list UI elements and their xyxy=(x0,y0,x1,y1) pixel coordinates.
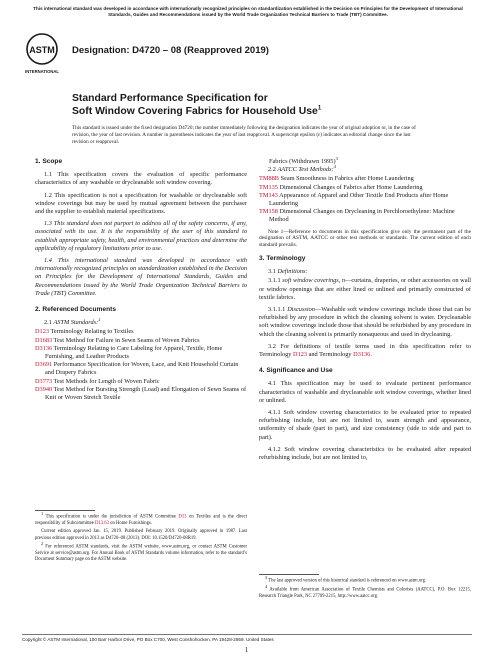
right-column xyxy=(259,155,471,466)
footnote-2: $^2$ For referenced ASTM standards, visit the ASTM website, www.astm.org, or contact ASTM Customer Service at service@astm.org. For Annual Book of ASTM Standards volume information, refer to the standard’s Document Summary page on the ASTM website. xyxy=(35,541,248,563)
para-4-1-2: 4.1.2 Soft window covering characteristics to be evaluated after repeated refurbishing include, but are not limited to, xyxy=(259,445,471,462)
issuance-statement: This standard is issued under the fixed designation D4720; the number immediately following the designation indicates the year of original adoption or, in the case of revision, the year of last revision. A number in parentheses indicates the year of last reapproval. A superscript epsilon (ε) indicates an editorial change since the last revision or reapproval. xyxy=(72,125,416,145)
left-column xyxy=(35,158,247,402)
para-1-3: 1.3 This standard does not purport to address all of the safety concerns, if any, associated with its use. It is the responsibility of the user of this standard to establish appropriate safety, health, and environmental practices and determine the applicability of regulatory limitations prior to use. xyxy=(35,220,247,252)
reference-title: Dimensional Changes of Fabrics after Home Laundering xyxy=(277,183,423,191)
svg-text:ASTM: ASTM xyxy=(29,45,55,55)
section-terminology-heading: 3. Terminology xyxy=(259,255,306,263)
title-footnote-mark: 1 xyxy=(317,105,322,112)
reference-item xyxy=(35,345,247,361)
para-3-1-1: 3.1.1 soft window coverings, n—curtains, draperies, or other accessories on wall or window openings that are either lined or unlined and primarily constructed of textile fabrics. xyxy=(259,277,471,301)
reference-item xyxy=(259,192,471,208)
reference-title: Terminology Relating to Textiles xyxy=(49,328,134,336)
reference-link[interactable]: D3940 xyxy=(35,385,53,393)
reference-title: Performance Specification for Woven, Lace, and Knit Household Curtain and Drapery Fabrics xyxy=(45,361,239,377)
right-footnotes xyxy=(259,575,471,603)
reference-link[interactable]: TM158 xyxy=(259,208,278,216)
reference-link[interactable]: D3773 xyxy=(35,377,53,385)
reference-link[interactable]: D3691 xyxy=(35,361,53,369)
tbt-notice: This international standard was developed in accordance with internationally recognized principles on standardization established in the Decision on Principles for the Development of International Standards, Guides and Recommendations issued by the World Trade Organization Technical Barriers to Trade (TBT) Committee. xyxy=(33,6,463,18)
footnote-1: $^1$ This specification is under the jurisdiction of ASTM Committee D13 on Textiles and is the direct responsibility of Subcommittee D13.63 on Home Furnishings. xyxy=(35,511,247,526)
copyright-line: Copyright © ASTM International, 100 Barr Harbor Drive, PO Box C700, West Conshohocken, PA 19428-2959. United States xyxy=(22,637,274,642)
reference-item xyxy=(259,184,471,192)
para-4-1-1: 4.1.1 Soft window covering characteristics to be evaluated prior to repeated refurbishing include, but are not limited to, seam strength and appearance, uniformity of shade (part to part), and size consistency (side to side and part to part). xyxy=(259,409,471,441)
document-title xyxy=(72,92,432,118)
reference-item xyxy=(35,378,247,386)
footnote-4: $^4$ Available from American Association of Textile Chemists and Colorists (AATCC), P.O. Box 12215, Research Triangle Park, NC 27709-2215, http://www.aatcc.org. xyxy=(259,584,471,600)
para-4-1: 4.1 This specification may be used to evaluate pertinent performance characteristics of washable and drycleanable soft window coverings, whether lined or unlined. xyxy=(259,380,471,404)
ref-continuation: Fabrics (Withdrawn 1995)$^3$ xyxy=(269,155,338,165)
reference-item xyxy=(35,328,247,336)
reference-item xyxy=(35,337,247,345)
link-d13-63[interactable]: D13.63 xyxy=(95,520,109,526)
reference-item xyxy=(35,361,247,377)
footnote-1-current: Current edition approved Jan. 15, 2019. Published February 2019. Originally approved in 1987. Last previous edition approved in 2013 as D4720–08 (2013). DOI: 10.1520/D4720-08R19. xyxy=(35,529,247,541)
reference-item xyxy=(35,386,247,402)
bottom-rule xyxy=(22,634,472,635)
para-1-2: 1.2 This specification is not a specification for washable or drycleanable soft window coverings but may be used by mutual agreement between the purchaser and the supplier to establish material specifications. xyxy=(35,191,247,216)
footnote-rule xyxy=(35,510,95,511)
astm-reference-list xyxy=(35,328,247,402)
reference-title: Dimensional Changes on Drycleaning in Perchloroethylene: Machine Method xyxy=(269,208,455,224)
reference-title: Terminology Relating to Care Labeling for Apparel, Textile, Home Furnishing, and Leather Products xyxy=(45,344,223,361)
reference-link[interactable]: TM135 xyxy=(259,183,278,191)
reference-link[interactable]: D3136 xyxy=(35,344,53,352)
left-footnotes xyxy=(35,511,248,566)
section-scope-heading: 1. Scope xyxy=(35,158,63,165)
footnote-rule-right xyxy=(259,574,319,575)
reference-title: Test Method for Failure in Sewn Seams of Woven Fabrics xyxy=(52,336,200,344)
para-3-1-1-1: 3.1.1.1 Discussion—Washable soft window coverings include those that can be refurbished by any procedure in which the cleaning solvent is water. Drycleanable soft window coverings include those that should be refurbished by any procedure in which the cleaning solvent is primarily nonaqueous and used in drycleaning. xyxy=(259,306,471,338)
section-significance-heading: 4. Significance and Use xyxy=(259,367,333,375)
para-1-4: 1.4 This international standard was developed in accordance with internationally recognized principles on standardization established in the Decision on Principles for the Development of International Standards, Guides and Recommendations issued by the World Trade Organization Technical Barriers to Trade (TBT) Committee. xyxy=(35,257,247,297)
reference-link[interactable]: D123 xyxy=(35,328,49,336)
footnote-3: $^3$ The last approved version of this historical standard is referenced on www.astm.org. xyxy=(265,575,427,584)
link-d3136[interactable]: D3136 xyxy=(353,351,371,359)
link-d13[interactable]: D13 xyxy=(178,514,187,520)
reference-title: Seam Smoothness in Fabrics after Home Laundering xyxy=(278,175,414,183)
designation: Designation: D4720 – 08 (Reapproved 2019) xyxy=(72,45,269,56)
reference-link[interactable]: D1683 xyxy=(35,336,53,344)
reference-link[interactable]: TM88B xyxy=(259,175,279,183)
page-number: 1 xyxy=(244,646,249,654)
link-d123[interactable]: D123 xyxy=(293,351,308,359)
astm-logo-icon xyxy=(22,30,62,76)
para-2-1: 2.1 ASTM Standards:$^2$ xyxy=(44,317,101,327)
title-line-2: Soft Window Covering Fabrics for Household Use$^1$ xyxy=(72,105,322,117)
reference-item xyxy=(259,175,471,183)
para-3-1: 3.1 Definitions: xyxy=(268,268,308,276)
para-2-2: 2.2 AATCC Test Methods:$^4$ xyxy=(268,164,336,174)
reference-title: Test Method for Bursting Strength (Load) and Elongation of Sewn Seams of Knit or Woven Stretch Textile xyxy=(45,385,247,402)
reference-item xyxy=(259,208,471,224)
reference-link[interactable]: TM143 xyxy=(259,191,278,199)
reference-title: Appearance of Apparel and Other Textile End Products after Home Laundering xyxy=(269,191,449,208)
reference-title: Test Methods for Length of Woven Fabric xyxy=(52,377,160,385)
svg-text:INTERNATIONAL: INTERNATIONAL xyxy=(25,69,59,74)
section-refs-heading: 2. Referenced Documents xyxy=(35,306,116,314)
title-line-1: Standard Performance Specification for xyxy=(72,93,268,104)
note-1: Note 1—Reference to documents in this specification give only the permanent part of the designation of ASTM, AATCC or other test methods or standards. The current edition of each standard prevails. xyxy=(259,228,471,249)
para-1-1: 1.1 This specification covers the evaluation of specific performance characteristics of any washable or drycleanable soft window covering. xyxy=(35,171,247,187)
aatcc-reference-list xyxy=(259,175,471,224)
para-3-2: 3.2 For definitions of textile terms used in this specification refer to Terminology D123 and Terminology D3136. xyxy=(259,342,471,359)
